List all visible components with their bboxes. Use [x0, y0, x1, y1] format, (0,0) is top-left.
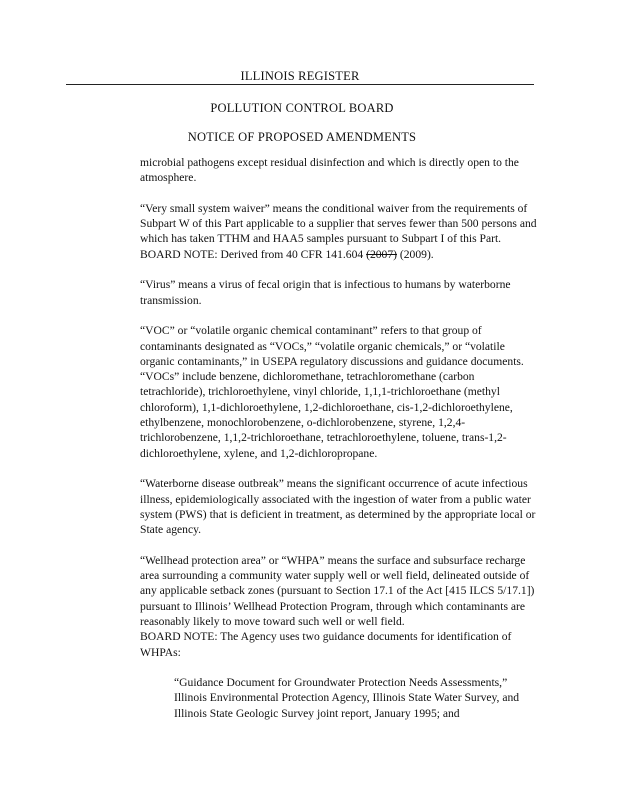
document-body — [140, 155, 540, 736]
board-note-year: (2009). — [397, 247, 434, 261]
board-note-text: BOARD NOTE: Derived from 40 CFR 141.604 — [140, 247, 367, 261]
paragraph-continued: microbial pathogens except residual disinfection and which is directly open to the atmosphere. — [140, 156, 519, 185]
board-note-derived — [140, 247, 540, 262]
paragraph-wellhead-protection: “Wellhead protection area” or “WHPA” means the surface and subsurface recharge area surrounding a community water supply well or well field, delineated outside of any applicable setback zones (pursuant to Section 17.1 of the Act [415 ILCS 5/17.1]) pursuant to Illinois’ Wellhead Protection Program, through which contaminants are reasonably likely to move toward such well or well field. — [140, 553, 535, 628]
struck-year: (2007) — [366, 247, 397, 261]
register-title: ILLINOIS REGISTER — [240, 69, 360, 83]
paragraph-virus: “Virus” means a virus of fecal origin that is infectious to humans by waterborne transmission. — [140, 278, 511, 307]
paragraph-waterborne-disease: “Waterborne disease outbreak” means the significant occurrence of acute infectious illness, epidemiologically associated with the ingestion of water from a public water system (PWS) that is deficient in treatment, as determined by the appropriate local or State agency. — [140, 477, 536, 537]
header-rule — [66, 84, 534, 85]
paragraph-very-small-system-waiver: “Very small system waiver” means the conditional waiver from the requirements of Subpart W of this Part applicable to a supplier that serves fewer than 500 persons and which has taken TTHM and HAA5 samples pursuant to Subpart I of this Part. — [140, 201, 537, 246]
board-note-whpa: BOARD NOTE: The Agency uses two guidance documents for identification of WHPAs: — [140, 630, 512, 659]
paragraph-guidance-document: “Guidance Document for Groundwater Protection Needs Assessments,” Illinois Environmental Protection Agency, Illinois State Water Survey, and Illinois State Geologic Survey joint report, January 1995; and — [174, 676, 520, 720]
notice-title: NOTICE OF PROPOSED AMENDMENTS — [187, 130, 417, 144]
board-title: POLLUTION CONTROL BOARD — [210, 101, 394, 115]
paragraph-voc: “VOC” or “volatile organic chemical contaminant” refers to that group of contaminants designated as “VOCs,” “volatile organic chemicals,” or “volatile organic contaminants,” in USEPA regulatory discussions and guidance documents. “VOCs” include benzene, dichloromethane, tetrachloromethane (carbon tetrachloride), trichloroethylene, vinyl chloride, 1,1,1-trichloroethane (methyl chloroform), 1,1-dichloroethylene, 1,2-dichloroethane, cis-1,2-dichloroethylene, ethylbenzene, monochlorobenzene, o-dichlorobenzene, styrene, 1,2,4-trichlorobenzene, 1,1,2-trichloroethane, tetrachloroethylene, toluene, trans-1,2-dichloroethylene, xylene, and 1,2-dichloropropane. — [140, 324, 524, 460]
